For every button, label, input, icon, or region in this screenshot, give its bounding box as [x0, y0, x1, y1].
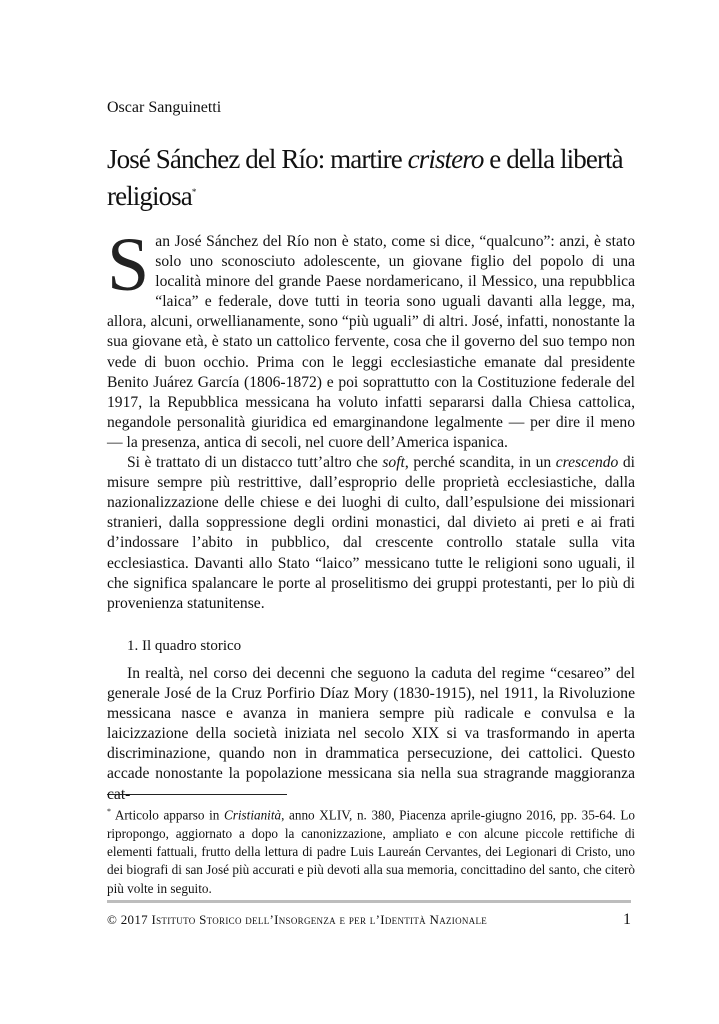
article-title: [107, 143, 647, 213]
paragraph-2-text-c: di misure sempre più restrittive, dall’esproprio delle proprietà ecclesiastiche, dalla nazionalizzazione delle chiese e dei luoghi di culto, dall’espulsione dei missionari stranieri, dalla soppressione degli ordini monastici, dal divieto ai preti e ai frati d’indossare l’abito in pubblico, dal crescente controllo statale sulla vita ecclesiastica. Davanti allo Stato “laico” messicano tutte le religioni sono uguali, il che significa spalancare le porte al proselitismo dei gruppi protestanti, per lo più di provenienza statunitense.: [107, 454, 636, 612]
section-heading: 1. Il quadro storico: [127, 638, 242, 654]
paragraph-2-soft: soft: [382, 454, 405, 472]
paragraph-1-text: an José Sánchez del Río non è stato, come si dice, “qualcuno”: anzi, è stato solo uno sconosciuto adolescente, un giovane figlio del popolo di una località minore del grande Paese nordamericano, il Messico, una repubblica “laica” e federale, dove tutti in teoria sono uguali davanti alla legge, ma, allora, alcuni, orwellianamente, sono “più uguali” di altri. José, infatti, nonostante la sua giovane età, è stato un cattolico fervente, cosa che il governo del suo tempo non vede di buon occhio. Prima con le leggi ecclesiastiche emanate dal presidente Benito Juárez García (1806-1872) e poi soprattutto con la Costituzione federale del 1917, la Repubblica messicana ha voluto infatti separarsi dalla Chiesa cattolica, negandole personalità giuridica ed emarginandone legalmente — per dire il meno — la presenza, antica di secoli, nel cuore dell’America ispanica.: [107, 233, 635, 451]
title-part2: e della libertà religiosa: [107, 144, 623, 211]
page-number: 1: [623, 911, 631, 928]
title-footnote-mark: *: [191, 187, 197, 197]
footer-rule: [107, 900, 631, 903]
author-name: Oscar Sanguinetti: [107, 99, 222, 116]
body-text-2: [107, 664, 635, 805]
footnote-journal: Cristianità: [223, 807, 282, 823]
paragraph-3: In realtà, nel corso dei decenni che seguono la caduta del regime “cesareo” del generale José de la Cruz Porfirio Díaz Mory (1830-1915), nel 1911, la Rivoluzione messicana nasce e avanza in maniera sempre più radicale e convulsa e la laicizzazione della società iniziata nel secolo XIX si va trasformando in aperta discriminazione, quando non in drammatica persecuzione, dei cattolici. Questo accade nonostante la popolazione messicana sia nella sua stragrande maggioranza cat-: [107, 665, 635, 803]
footnote-mark: *: [107, 807, 111, 816]
footnote-text-b: , anno XLIV, n. 380, Piacenza aprile-giugno 2016, pp. 35-64. Lo ripropongo, aggiornato a dopo la canonizzazione, ampliato e con alcune piccole rettifiche di elementi fattuali, frutto della lettura di padre Luis Laureán Cervantes, dei Legionari di Cristo, uno dei biografi di san José più accurati e più devoti alla sua memoria, concittadino del santo, che citerò più volte in seguito.: [107, 807, 635, 896]
drop-cap: S: [107, 223, 150, 307]
footnote-text-a: Articolo apparso in: [111, 807, 224, 823]
body-text: [107, 223, 636, 614]
title-part1: José Sánchez del Río: martire: [107, 144, 408, 174]
paragraph-2-text-b: , perché scandita, in un: [404, 454, 556, 472]
paragraph-2-text-a: Si è trattato di un distacco tutt’altro che: [127, 454, 383, 472]
title-italic: cristero: [407, 144, 484, 174]
paragraph-2-crescendo: crescendo: [555, 454, 619, 472]
footnote-rule: [107, 794, 287, 795]
footer-copyright: © 2017 Istituto Storico dell’Insorgenza e per l’Identità Nazionale: [107, 912, 488, 927]
page-footer: [107, 911, 631, 929]
footnote: [107, 803, 635, 898]
paragraph-1: [107, 223, 635, 453]
paragraph-2: [107, 453, 635, 614]
